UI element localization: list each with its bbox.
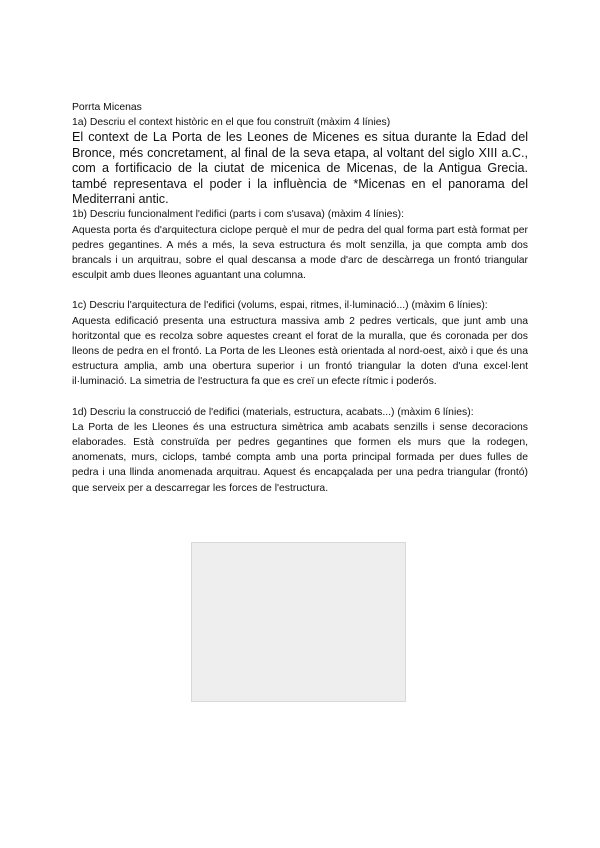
answer-1c: Aquesta edificació presenta una estructura massiva amb 2 pedres verticals, que junt amb una horitzontal que es recolza sobre aquestes creant el forat de la muralla, que és coronada per dos lleons de pedra en el frontó. La Porta de les Lleones està orientada al nord-oest, això i que és una estructura amplia, amb una obertura superior i un frontó triangular la doten d'una excel·lent il·luminació. La simetria de l'estructura fa que es creï un efecte rítmic i poderós. — [72, 315, 528, 388]
question-1a: 1a) Descriu el context històric en el que fou construït (màxim 4 línies) — [72, 117, 391, 129]
question-1b: 1b) Descriu funcionalment l'edifici (parts i com s'usava) (màxim 4 línies): — [72, 209, 404, 221]
question-1c: 1c) Descriu l'arquitectura de l'edifici (volums, espai, ritmes, il·luminació...) (màxim 6 línies): — [72, 300, 488, 312]
answer-1d: La Porta de les Lleones és una estructura simètrica amb acabats senzills i sense decoracions elaborades. Està construïda per pedres gegantines que formen els murs que la rodegen, anomenats, murs, ciclops, també compta amb una porta principal formada per dues fulles de pedra i una llinda anomenada arquitrau. Aquest és encapçalada per una pedra triangular (frontó) que serveix per a descarregar les forces de l'estructura. — [72, 421, 528, 494]
question-1d: 1d) Descriu la construcció de l'edifici (materials, estructura, acabats...) (màxim 6 línies): — [72, 406, 474, 418]
spacer — [72, 390, 528, 405]
spacer — [72, 283, 528, 298]
document-title: Porrta Micenas — [72, 102, 142, 113]
answer-1b: Aquesta porta és d'arquitectura ciclope perquè el mur de pedra del qual forma part està format per pedres gegantines. A més a més, la seva estructura és molt senzilla, ja que compta amb dos brancals i un arquitrau, sobre el qual descansa a mode d'arc de descàrrega un frontó triangular esculpit amb dues lleones aguantant una columna. — [72, 224, 528, 282]
image-placeholder — [191, 542, 406, 702]
answer-1a: El context de La Porta de les Leones de Micenes es situa durante la Edad del Bronce, més concretament, al final de la seva etapa, al voltant del siglo XIII a.C., com a fortificacio de la ciutat de micenica de Micenas, de la Antigua Grecia. també representava el poder i la influència de *Micenas en el panorama del Mediterrani antic. — [72, 130, 528, 207]
document-body — [72, 100, 528, 496]
